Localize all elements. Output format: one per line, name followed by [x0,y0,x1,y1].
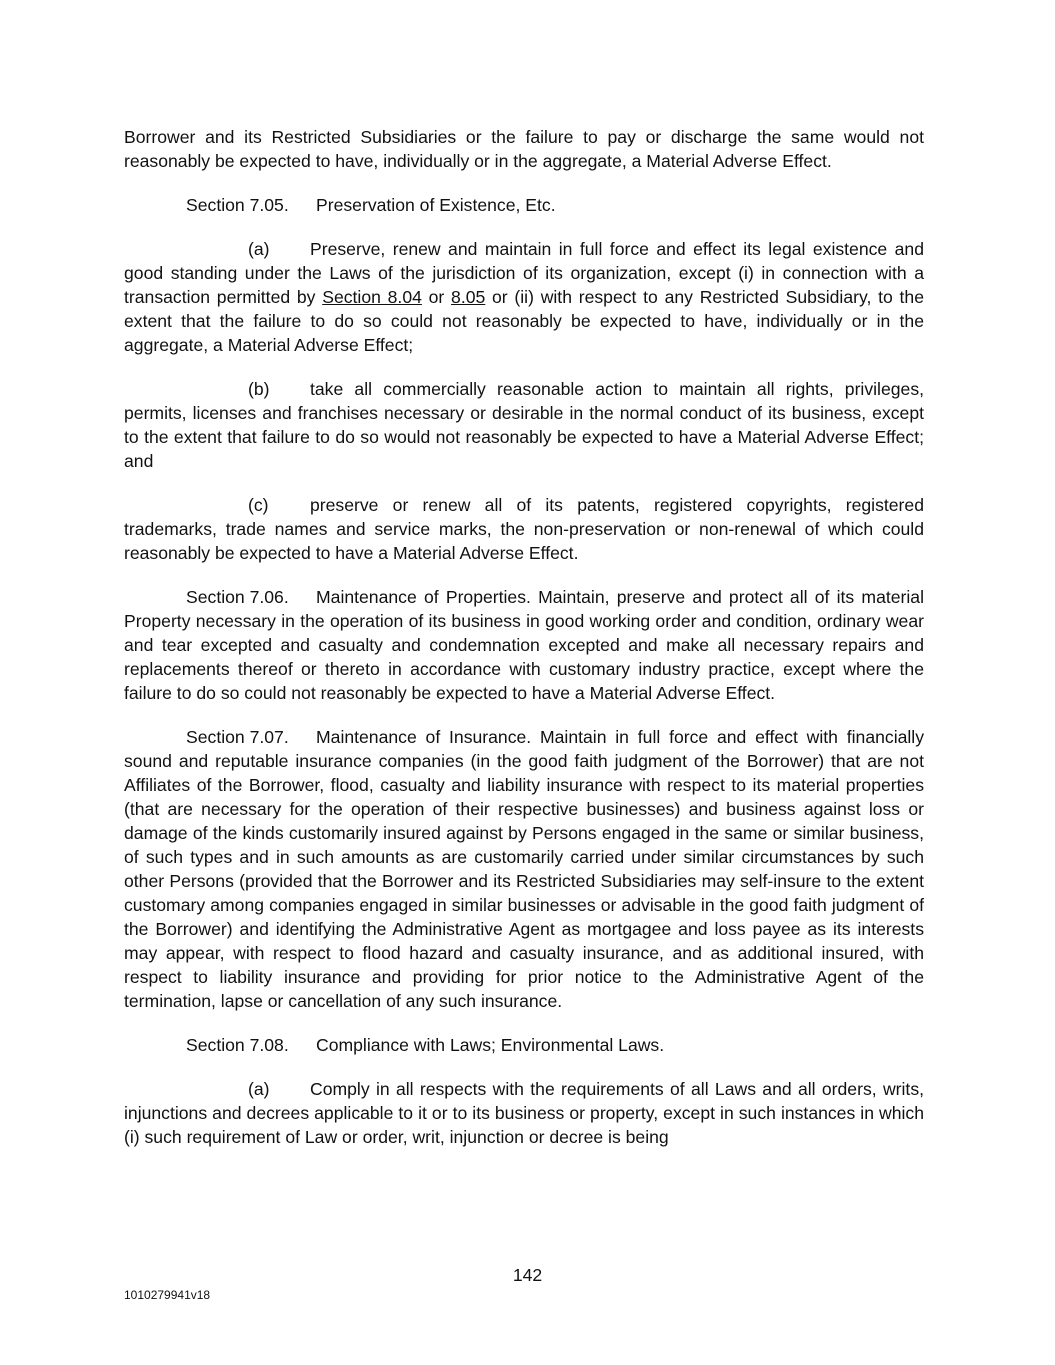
document-id: 1010279941v18 [124,1288,211,1302]
intro-paragraph: Borrower and its Restricted Subsidiaries or the failure to pay or discharge the same would not reasonably be expected to have, individually or in the aggregate, a Material Adverse Effect. [124,127,924,171]
clause-label: (c) [248,495,269,515]
section-number: Section 7.07. [186,727,289,747]
section-7-08-a-paragraph [124,1077,924,1149]
section-7-05-heading [186,193,924,217]
section-8-05-link[interactable]: 8.05 [451,287,486,307]
section-number: Section 7.06. [186,587,289,607]
section-number: Section 7.08. [186,1035,289,1055]
clause-label: (b) [248,379,270,399]
section-text: Maintenance of Properties. Maintain, preserve and protect all of its material Property necessary in the operation of its business in good working order and condition, ordinary wear and tear excepted and casualty and condemnation excepted and make all necessary repairs and replacements thereof or thereto in accordance with customary industry practice, except where the failure to do so could not reasonably be expected to have a Material Adverse Effect. [124,587,924,703]
section-number: Section 7.05. [186,195,289,215]
clause-label: (a) [248,239,270,259]
section-7-05-b-paragraph [124,377,924,473]
section-text: Maintenance of Insurance. Maintain in full force and effect with financially sound and reputable insurance companies (in the good faith judgment of the Borrower) that are not Affiliates of the Borrower, flood, casualty and liability insurance with respect to its material properties (that are necessary for the operation of their respective businesses) and business against loss or damage of the kinds customarily insured against by Persons engaged in the same or similar business, of such types and in such amounts as are customarily carried under similar circumstances by such other Persons (provided that the Borrower and its Restricted Subsidiaries may self-insure to the extent customary among companies engaged in similar businesses or advisable in the good faith judgment of the Borrower) and identifying the Administrative Agent as mortgagee and loss payee as its interests may appear, with respect to flood hazard and casualty insurance, and as additional insured, with respect to liability insurance and providing for prior notice to the Administrative Agent of the termination, lapse or cancellation of any such insurance. [124,727,924,1011]
clause-text-part: or [421,287,452,307]
clause-text: preserve or renew all of its patents, registered copyrights, registered trademarks, trade names and service marks, the non-preservation or non-renewal of which could reasonably be expected to have a Material Adverse Effect. [124,495,924,563]
document-body [124,125,924,1169]
clause-text-part: Preserve, renew and maintain in full force and effect its legal existence and good standing under the Laws of the jurisdiction of its organization, except (i) in connection with a transaction permitted by [124,239,924,307]
clause-text-part: or (ii) with respect to any Restricted Subsidiary, to the extent that the failure to do so could not reasonably be expected to have, individually or in the aggregate, a Material Adverse Effect; [124,287,924,355]
clause-label: (a) [248,1079,270,1099]
section-7-05-a-paragraph [124,237,924,357]
clause-text: Comply in all respects with the requirements of all Laws and all orders, writs, injunctions and decrees applicable to it or to its business or property, except in such instances in which (i) such requirement of Law or order, writ, injunction or decree is being [124,1079,924,1147]
section-title: Preservation of Existence, Etc. [316,195,556,215]
section-7-08-heading [186,1033,924,1057]
section-7-05-c-paragraph [124,493,924,565]
clause-text: take all commercially reasonable action to maintain all rights, privileges, permits, licenses and franchises necessary or desirable in the normal conduct of its business, except to the extent that failure to do so would not reasonably be expected to have a Material Adverse Effect; and [124,379,924,471]
section-title: Compliance with Laws; Environmental Laws. [316,1035,665,1055]
section-7-06-paragraph [124,585,924,705]
section-7-07-paragraph [124,725,924,1013]
section-8-04-link[interactable]: Section 8.04 [322,287,422,307]
page-number: 142 [512,1265,543,1285]
